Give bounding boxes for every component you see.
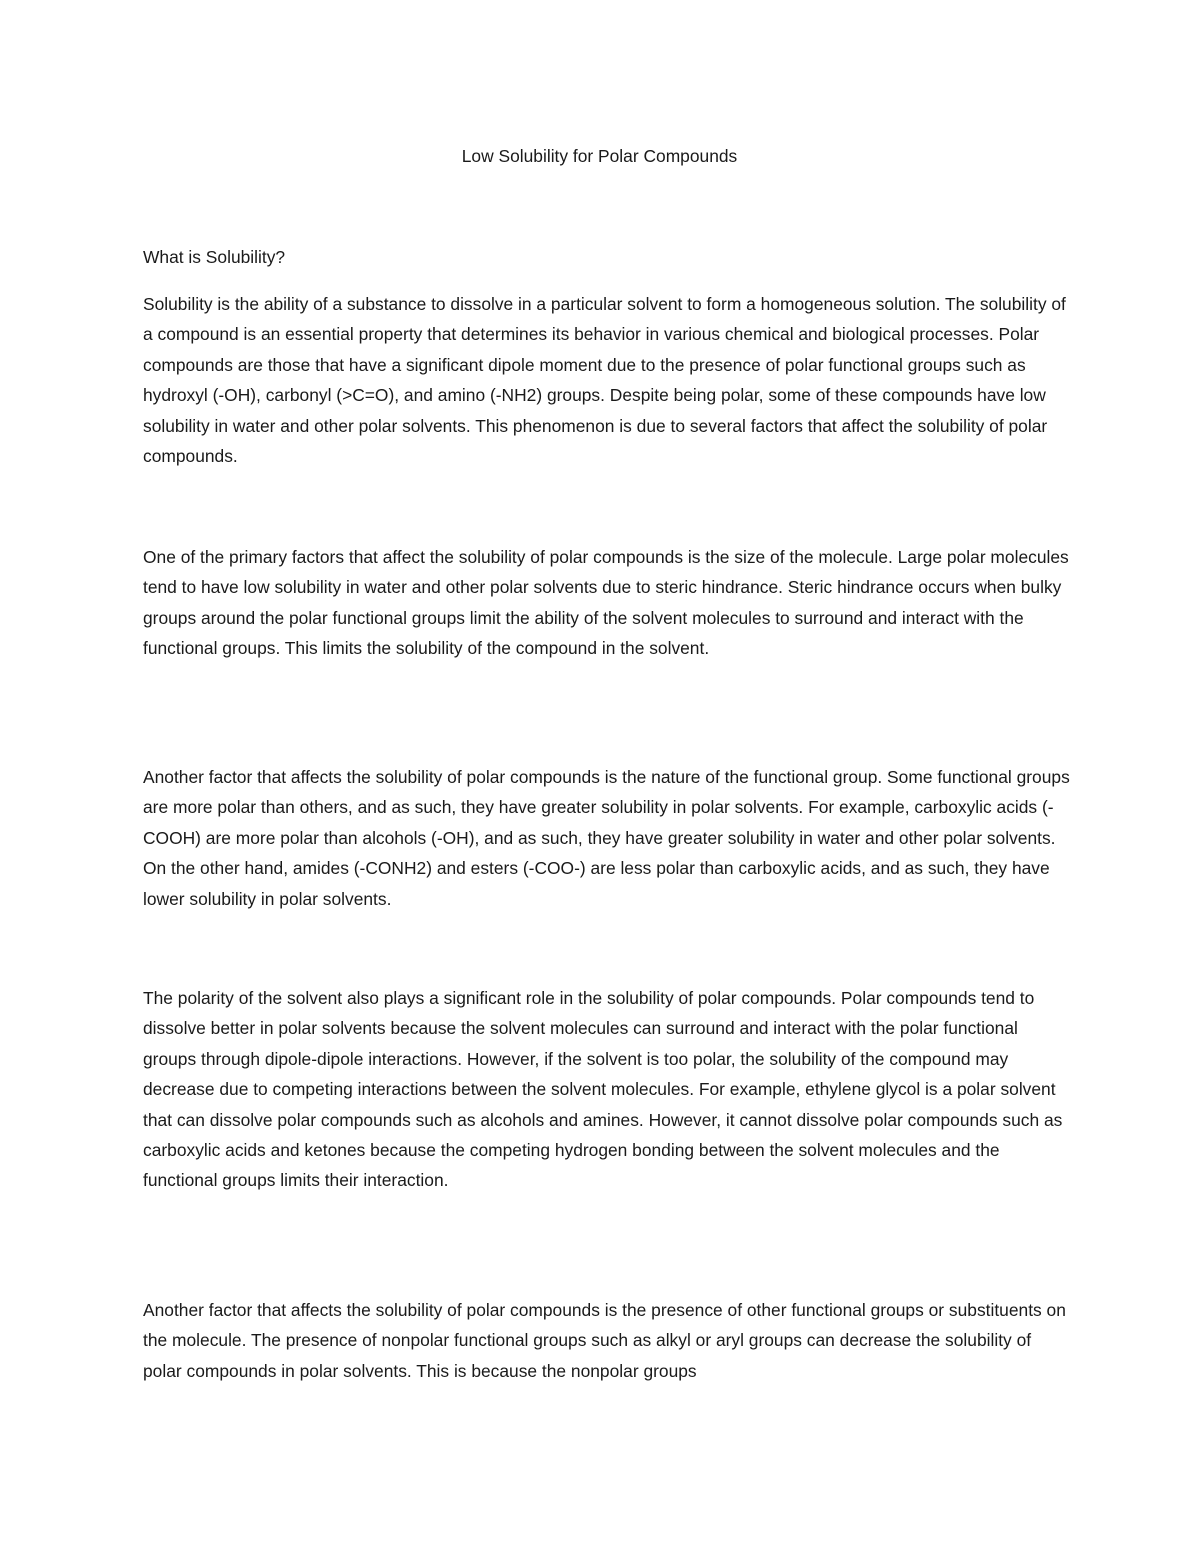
paragraph-solvent-polarity: The polarity of the solvent also plays a significant role in the solubility of polar compounds. Polar compounds tend to dissolve better in polar solvents because the solvent molecules can surround and interact with the polar functional groups through dipole-dipole interactions. However, if the solvent is too polar, the solubility of the compound may decrease due to competing interactions between the solvent molecules. For example, ethylene glycol is a polar solvent that can dissolve polar compounds such as alcohols and amines. However, it cannot dissolve polar compounds such as carboxylic acids and ketones because the competing hydrogen bonding between the solvent molecules and the functional groups limits their interaction.: [143, 988, 1063, 1191]
document-title: Low Solubility for Polar Compounds: [461, 146, 738, 166]
paragraph-definition: Solubility is the ability of a substance to dissolve in a particular solvent to form a homogeneous solution. The solubility of a compound is an essential property that determines its behavior in various chemical and biological processes. Polar compounds are those that have a significant dipole moment due to the presence of polar functional groups such as hydroxyl (-OH), carbonyl (>C=O), and amino (-NH2) groups. Despite being polar, some of these compounds have low solubility in water and other polar solvents. This phenomenon is due to several factors that affect the solubility of polar compounds.: [143, 294, 1066, 467]
paragraph-substituents: Another factor that affects the solubility of polar compounds is the presence of other functional groups or substituents on the molecule. The presence of nonpolar functional groups such as alkyl or aryl groups can decrease the solubility of polar compounds in polar solvents. This is because the nonpolar groups: [143, 1300, 1066, 1381]
paragraph-functional-group: Another factor that affects the solubility of polar compounds is the nature of the functional group. Some functional groups are more polar than others, and as such, they have greater solubility in polar solvents. For example, carboxylic acids (-COOH) are more polar than alcohols (-OH), and as such, they have greater solubility in water and other polar solvents. On the other hand, amides (-CONH2) and esters (-COO-) are less polar than carboxylic acids, and as such, they have lower solubility in polar solvents.: [143, 767, 1070, 909]
paragraph-molecule-size: One of the primary factors that affect the solubility of polar compounds is the size of the molecule. Large polar molecules tend to have low solubility in water and other polar solvents due to steric hindrance. Steric hindrance occurs when bulky groups around the polar functional groups limit the ability of the solvent molecules to surround and interact with the functional groups. This limits the solubility of the compound in the solvent.: [143, 547, 1069, 659]
section-heading: What is Solubility?: [143, 247, 286, 267]
